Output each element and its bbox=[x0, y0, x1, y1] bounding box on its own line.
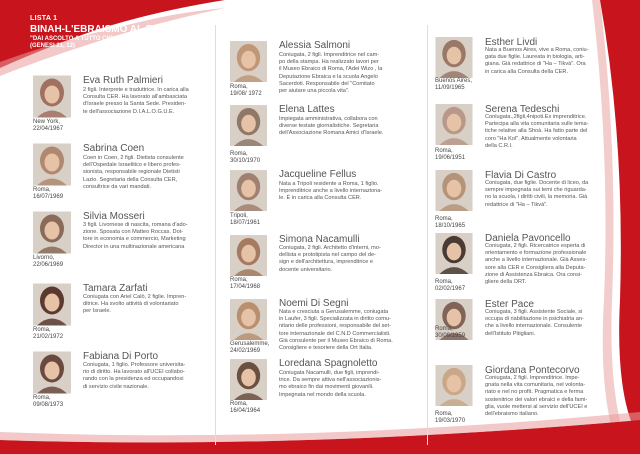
candidate-bio-line: anche a livello internazionale. Già Asses- bbox=[485, 257, 587, 264]
candidate-birthplace: New York, bbox=[33, 119, 61, 125]
candidate-birth-info bbox=[230, 151, 260, 165]
candidate-bio-line: per aiutare una piccola vita". bbox=[279, 88, 350, 95]
candidate-bio-line: Coen in Coen, 2 figli. Dietista consulente bbox=[83, 155, 184, 161]
candidate-birthdate: 21/02/1972 bbox=[33, 334, 64, 340]
candidate-bio-line: Consigliere e tesoriere della Ort Italia. bbox=[279, 345, 373, 352]
candidate-name: Silvia Mosseri bbox=[83, 211, 145, 222]
candidate-photo bbox=[230, 358, 267, 401]
candidate-bio-line: Coniugata, 2 figli. Imprenditrice nel cam- bbox=[279, 52, 380, 58]
candidate-photo bbox=[33, 211, 71, 254]
candidate-photo bbox=[33, 351, 71, 394]
candidate-birth-info bbox=[33, 395, 63, 409]
candidate-bio-line: trice. Da sempre attiva nell'associazionis- bbox=[279, 377, 382, 384]
candidate-bio-line: diverse testate giornalistiche. Segretaria bbox=[279, 123, 379, 130]
candidate-name: Noemi Di Segni bbox=[279, 298, 349, 309]
candidate-bio bbox=[279, 370, 407, 399]
candidate-bio-line: sempre impegnata sui temi che riguarda- bbox=[485, 187, 587, 194]
candidate-birthdate: 09/08/1973 bbox=[33, 402, 64, 408]
candidate-birth-info bbox=[435, 411, 465, 425]
candidate-bio-line: Coniugata, 3 figli. Assistente Sociale, si bbox=[485, 309, 583, 315]
candidate-bio bbox=[83, 87, 211, 116]
candidate-bio bbox=[485, 375, 613, 418]
candidate-birthdate: 19/08/ 1972 bbox=[230, 91, 262, 97]
candidate-bio bbox=[485, 180, 613, 209]
candidate-bio-line: Consulta CER. Ha lavorato all'ambasciata bbox=[83, 94, 187, 101]
candidate-bio bbox=[83, 362, 211, 391]
candidate-photo bbox=[33, 75, 71, 118]
candidate-bio-line: riato e nel no profit. Pragmatica e ferma bbox=[485, 389, 584, 396]
candidate-photo bbox=[435, 37, 473, 78]
candidate-bio-line: Coniugata, due figlie. Docente di liceo, da bbox=[485, 180, 589, 186]
candidate-bio-line: dell'Associazione Romana Amici d'Israele. bbox=[279, 130, 384, 137]
list-label: LISTA 1 bbox=[30, 15, 58, 22]
list-header bbox=[30, 15, 201, 50]
column-divider-2 bbox=[427, 25, 428, 445]
candidate-bio bbox=[279, 309, 407, 352]
candidate-bio-line: Coniugata, 2 figli. Architetto d'interni, mo- bbox=[279, 245, 381, 251]
candidate-bio bbox=[279, 245, 407, 274]
candidate-birthdate: 16/04/1964 bbox=[230, 408, 261, 414]
candidate-bio-line: tore internazionale del C.N.D Commercialisti. bbox=[279, 330, 391, 337]
list-subtitle-reference: (GENESI 21, 12) bbox=[30, 43, 76, 49]
candidate-bio-line: consultrice da vari mandati. bbox=[83, 183, 152, 190]
candidate-photo bbox=[33, 283, 71, 326]
candidate-bio-line: in Laufer, 3 figli. Specializzata in diritto comu- bbox=[279, 316, 391, 323]
candidate-bio-line: giana. Già redattrice di "Ha – Tikvà". Ora bbox=[485, 61, 586, 68]
candidate-birthplace: Roma, bbox=[435, 326, 453, 332]
candidate-bio-line: gnata nella vita comunitaria, nel volonta- bbox=[485, 382, 586, 389]
candidate-birth-info bbox=[435, 78, 472, 92]
candidate-bio-line: sign e dell'architettura, imprenditrice e bbox=[279, 259, 374, 266]
candidate-birthdate: 18/10/1965 bbox=[435, 223, 466, 229]
candidate-birthplace: Buenos Aires, bbox=[435, 78, 473, 84]
candidate-bio-line: tore in economia e commercio, Marketing bbox=[83, 236, 186, 243]
candidate-name: Simona Nacamulli bbox=[279, 234, 360, 245]
candidate-name: Giordana Pontecorvo bbox=[485, 365, 580, 376]
candidate-name: Esther Livdi bbox=[485, 37, 538, 48]
candidate-birth-info bbox=[230, 277, 260, 291]
candidate-bio-line: zione. Sposata con Matteo Roccas. Dot- bbox=[83, 229, 184, 236]
candidate-bio-line: Coniugata, 2 figli. Imprenditrice. Impe- bbox=[485, 375, 580, 381]
candidate-bio-line: dell'ebraismo italiano. bbox=[485, 411, 539, 418]
candidate-name: Flavia Di Castro bbox=[485, 170, 557, 181]
candidate-birthdate: 24/02/1969 bbox=[230, 348, 261, 354]
candidate-bio-line: d'Israele presso la Santa Sede. Presiden- bbox=[83, 101, 187, 108]
candidate-birthdate: 19/03/1970 bbox=[435, 418, 466, 424]
candidate-card bbox=[230, 104, 407, 166]
candidate-bio-line: Impiegata amministrativa, collabora con bbox=[279, 116, 378, 122]
candidate-bio-line: po della stampa. Ha realizzato lavori per bbox=[279, 59, 379, 66]
candidate-photo bbox=[435, 365, 473, 406]
candidate-card bbox=[33, 143, 211, 205]
candidate-birth-info bbox=[230, 213, 260, 227]
candidate-birthdate: 16/07/1969 bbox=[33, 194, 64, 200]
candidate-card bbox=[435, 104, 613, 166]
candidate-bio-line: le. È in carica alla Consulta CER. bbox=[279, 195, 362, 202]
candidate-bio-line: Nata e cresciuta a Gerusalemme, coniugata bbox=[279, 309, 389, 315]
candidate-card bbox=[230, 298, 407, 360]
candidate-bio-line: dellista e prototipista nel campo del de- bbox=[279, 252, 377, 259]
candidate-birth-info bbox=[435, 326, 465, 340]
candidate-birthdate: 18/07/1961 bbox=[230, 220, 261, 226]
candidate-card bbox=[435, 170, 613, 232]
candidate-birthplace: Roma, bbox=[230, 277, 248, 283]
candidate-birth-info bbox=[33, 119, 63, 133]
candidate-bio-line: Lazio. Segretaria della Consulta CER, bbox=[83, 176, 178, 183]
candidate-birthdate: 30/10/1970 bbox=[230, 158, 261, 164]
candidate-bio-line: Coniugata, 2 figli. Ricercatrice esperta di bbox=[485, 243, 586, 249]
candidate-bio bbox=[485, 114, 613, 150]
candidate-bio-line: 2 figli. Interprete e traduttrice. In carica alla bbox=[83, 87, 189, 93]
candidate-bio-line: Coniugata con Ariel Calò, 2 figlie. Impren- bbox=[83, 294, 187, 300]
candidate-bio-line: gata due figlie. Laureata in biologia, arti- bbox=[485, 54, 585, 61]
candidate-bio-line: Director in una multinazionale americana bbox=[83, 243, 185, 250]
candidate-birthplace: Roma, bbox=[230, 84, 248, 90]
candidate-name: Loredana Spagnoletto bbox=[279, 358, 378, 369]
candidate-birthplace: Livorno, bbox=[33, 255, 55, 261]
candidate-bio bbox=[83, 155, 211, 191]
candidate-bio-line: dell'Ospedale Israelitico e libero profes- bbox=[83, 162, 181, 169]
candidate-birthplace: Roma, bbox=[435, 216, 453, 222]
candidate-name: Serena Tedeschi bbox=[485, 104, 560, 115]
candidate-bio bbox=[279, 181, 407, 203]
candidate-birthdate: 30/09/1959 bbox=[435, 333, 466, 339]
candidate-birth-info bbox=[435, 279, 465, 293]
candidate-bio bbox=[485, 243, 613, 286]
candidate-card bbox=[33, 211, 211, 273]
candidate-bio-line: rando con la presidenza ed occupandosi bbox=[83, 376, 184, 383]
candidate-bio-line: te dell'associazione D.I.A.L.O.G.U.E. bbox=[83, 108, 175, 115]
candidate-birthplace: Roma, bbox=[435, 279, 453, 285]
candidate-birthdate: 22/06/1969 bbox=[33, 262, 64, 268]
candidate-name: Tamara Zarfati bbox=[83, 283, 148, 294]
candidate-bio-line: orientamento e formazione professionale bbox=[485, 250, 587, 257]
candidate-photo bbox=[230, 40, 267, 83]
candidate-birthdate: 17/04/1968 bbox=[230, 284, 261, 290]
candidate-bio-line: rio di diritto. Ha lavorato all'UCEI collabo- bbox=[83, 369, 185, 376]
candidate-bio-line: Partecipa alla vita comunitaria sulle tema- bbox=[485, 121, 589, 128]
candidate-birth-info bbox=[33, 255, 63, 269]
candidate-card bbox=[435, 299, 613, 361]
candidate-bio-line: in carica alla Consulta della CER. bbox=[485, 68, 569, 75]
candidate-birthplace: Roma, bbox=[435, 411, 453, 417]
candidate-name: Sabrina Coen bbox=[83, 143, 145, 154]
candidate-bio-line: di servizio civile nazionale. bbox=[83, 383, 149, 390]
candidate-bio-line: zione di Assistenza Ebraica. Ora consi- bbox=[485, 271, 583, 278]
candidate-bio-line: ditrice. Ha svolto attività di volontariato bbox=[83, 301, 179, 308]
candidate-photo bbox=[435, 170, 473, 211]
candidate-bio-line: Imprenditrice anche a livello internaziona- bbox=[279, 188, 383, 195]
candidate-bio-line: Nata a Buenos Aires, vive a Roma, coniu- bbox=[485, 47, 589, 53]
candidate-birthplace: Roma, bbox=[230, 151, 248, 157]
candidate-bio-line: nitario delle professioni, responsabile del set- bbox=[279, 323, 391, 330]
candidate-birthplace: Roma, bbox=[33, 327, 51, 333]
candidate-bio-line: redattrice di "Ha – Tikvà". bbox=[485, 201, 548, 208]
candidate-card bbox=[435, 37, 613, 99]
candidate-card bbox=[33, 75, 211, 137]
candidate-name: Daniela Pavoncello bbox=[485, 233, 571, 244]
candidate-bio-line: glia, vuole mettersi al servizio dell'UCEI e bbox=[485, 403, 588, 410]
candidate-birthdate: 22/04/1967 bbox=[33, 126, 64, 132]
candidate-birth-info bbox=[33, 327, 63, 341]
candidate-photo bbox=[230, 169, 267, 212]
candidate-birthplace: Roma, bbox=[33, 187, 51, 193]
candidate-bio-line: mo ebraico fin dai movimenti giovanili. bbox=[279, 384, 374, 391]
candidate-bio-line: dell'Istituto Pitigliani. bbox=[485, 330, 536, 337]
candidate-birth-info bbox=[33, 187, 63, 201]
list-title: BINAH-L'EBRAISMO AL FEMMINILE bbox=[30, 24, 201, 35]
column-divider-1 bbox=[215, 25, 216, 445]
candidate-name: Fabiana Di Porto bbox=[83, 351, 159, 362]
candidate-photo bbox=[230, 234, 267, 277]
candidate-card bbox=[230, 169, 407, 231]
candidate-photo bbox=[435, 233, 473, 274]
candidate-birthplace: Roma, bbox=[435, 148, 453, 154]
candidate-card bbox=[230, 40, 407, 102]
candidate-birth-info bbox=[435, 148, 465, 162]
candidate-card bbox=[33, 351, 211, 413]
candidate-bio-line: gliere della ORT. bbox=[485, 279, 527, 286]
candidate-bio-line: Impegnata nel mondo della scuola. bbox=[279, 391, 366, 398]
candidate-bio-line: sionista, responsabile regionale Dietisti bbox=[83, 169, 180, 176]
candidate-bio-line: che a livello internazionale. Consulente bbox=[485, 323, 583, 330]
candidate-bio-line: Deputazione Ebraica e la scuola Angelo bbox=[279, 73, 378, 80]
candidate-bio-line: per Israele. bbox=[83, 308, 111, 315]
candidate-bio-line: della C.R.I. bbox=[485, 142, 513, 149]
candidate-bio bbox=[485, 309, 613, 338]
candidate-bio-line: Nata a Tripoli residente a Roma, 1 figlio. bbox=[279, 181, 379, 187]
candidate-birthplace: Tripoli, bbox=[230, 213, 248, 219]
candidate-card bbox=[435, 365, 613, 427]
candidate-birthplace: Roma, bbox=[33, 395, 51, 401]
candidate-birthplace: Roma, bbox=[230, 401, 248, 407]
candidate-birthplace: Gerusalemme, bbox=[230, 341, 270, 347]
candidate-name: Eva Ruth Palmieri bbox=[83, 75, 164, 86]
candidate-bio-line: Sacerdoti. Responsabile del "Comitato bbox=[279, 80, 375, 87]
candidate-birthdate: 11/09/1965 bbox=[435, 85, 465, 91]
candidate-bio-line: il Museo Ebraico di Roma, l'Adei Wizo , la bbox=[279, 66, 383, 73]
candidate-bio bbox=[83, 222, 211, 251]
candidate-bio bbox=[83, 294, 211, 316]
candidate-card bbox=[33, 283, 211, 345]
candidate-name: Ester Pace bbox=[485, 299, 534, 310]
candidate-name: Alessia Salmoni bbox=[279, 40, 351, 51]
candidate-card bbox=[230, 358, 407, 420]
candidate-birthdate: 02/02/1967 bbox=[435, 286, 466, 292]
candidate-bio-line: docente universitario. bbox=[279, 266, 333, 273]
candidate-bio-line: sostenitrice dei valori ebraici e della fami- bbox=[485, 396, 588, 403]
candidate-photo bbox=[230, 298, 267, 341]
candidate-bio-line: Coniugata Nacamulli, due figli, imprendi- bbox=[279, 370, 380, 376]
candidate-name: Elena Lattes bbox=[279, 104, 335, 115]
candidate-bio-line: tiche relative alla Shoà. Ha fatto parte del bbox=[485, 128, 588, 135]
candidate-bio-line: coro "Ha Kol". Attualmente volontaria bbox=[485, 135, 577, 142]
list-subtitle bbox=[30, 36, 201, 50]
candidate-birth-info bbox=[230, 341, 269, 355]
candidate-birthdate: 19/06/1951 bbox=[435, 155, 466, 161]
candidate-bio-line: Coniugata.,2figli,4nipoti.Ex imprenditrice. bbox=[485, 114, 587, 120]
candidate-bio-line: occupa di riabilitazione in psichiatria an- bbox=[485, 316, 584, 323]
candidate-photo bbox=[33, 143, 71, 186]
candidate-birth-info bbox=[435, 216, 465, 230]
list-subtitle-quote: "DAI ASCOLTO A TUTTO CIO' CHE SARAH TI DICE" bbox=[30, 36, 178, 42]
candidate-bio bbox=[279, 52, 407, 95]
candidate-card bbox=[230, 234, 407, 296]
candidate-card bbox=[435, 233, 613, 295]
candidate-bio bbox=[279, 116, 407, 138]
candidate-birth-info bbox=[230, 401, 260, 415]
candidate-bio-line: Già consulente per il Museo Ebraico di Roma. bbox=[279, 337, 393, 344]
candidate-bio-line: no la scuola, i diritti civili, la memoria. Già bbox=[485, 194, 588, 201]
candidate-photo bbox=[230, 104, 267, 147]
candidate-bio-line: 3 figli. Livornese di nascita, romana d'ado- bbox=[83, 222, 188, 228]
candidate-birth-info bbox=[230, 84, 262, 98]
candidate-bio-line: sore alla CER e Consigliera alla Deputa- bbox=[485, 264, 586, 271]
candidate-bio bbox=[485, 47, 613, 76]
candidate-bio-line: Coniugata, 1 figlio. Professore universita- bbox=[83, 362, 186, 368]
candidate-name: Jacqueline Fellus bbox=[279, 169, 357, 180]
candidate-photo bbox=[435, 104, 473, 145]
